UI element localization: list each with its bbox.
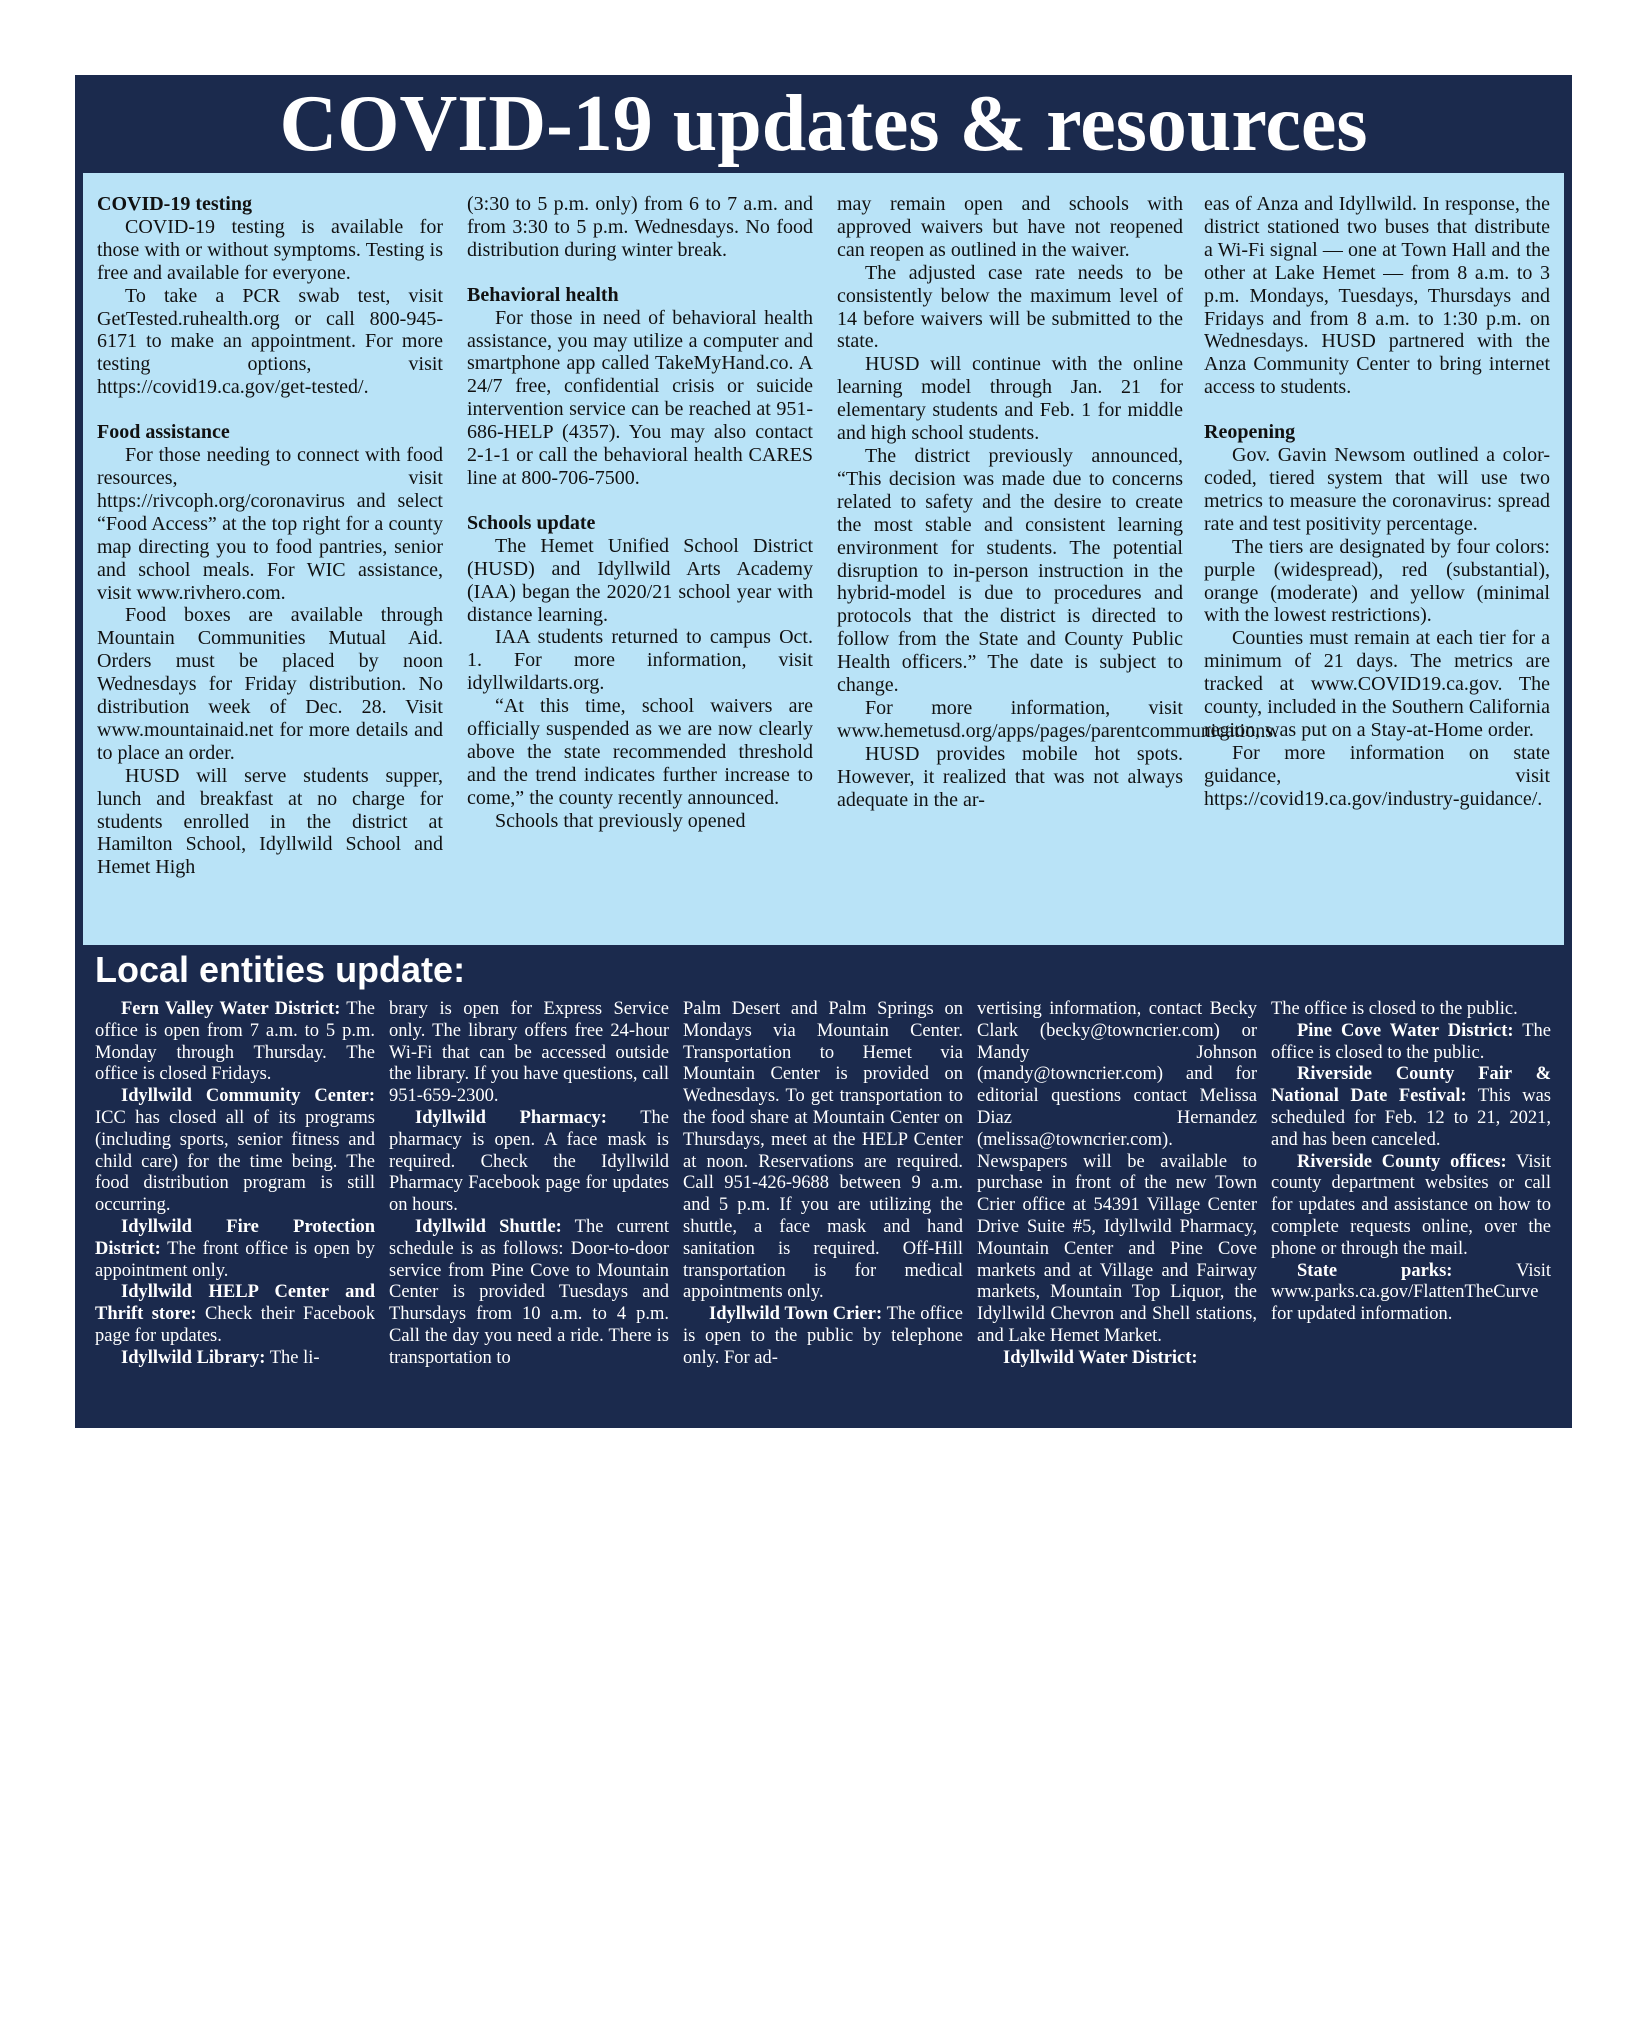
article-paragraph: HUSD provides mobile hot spots. However, it realized that was not always adequate in the ar- bbox=[837, 742, 1183, 811]
entity-name: Idyllwild Library: bbox=[121, 1347, 266, 1368]
article-paragraph: “At this time, school waivers are officially suspended as we are now clearly above the state recommended threshold and the trend indicates further increase to come,” the county recently announced. bbox=[467, 695, 813, 809]
local-column-2 bbox=[389, 999, 669, 1370]
entity-name: Pine Cove Water District: bbox=[1297, 1020, 1514, 1041]
covid-column-2 bbox=[467, 193, 813, 833]
entity-name: Riverside County Fair & National Date Festival: bbox=[1271, 1064, 1551, 1107]
entity-text: The front office is open by appointment only. bbox=[95, 1238, 375, 1281]
entity-name: Idyllwild HELP Center and Thrift store: bbox=[95, 1282, 375, 1325]
section-heading: Behavioral health bbox=[467, 283, 619, 306]
covid-column-1 bbox=[97, 193, 443, 879]
local-entities-heading: Local entities update: bbox=[95, 949, 466, 990]
article-paragraph: For those needing to connect with food resources, visit https://rivcoph.org/coronavirus and select “Food Access” at the top right for a county map directing you to food pantries, senior and school meals. For WIC assistance, visit www.rivhero.com. bbox=[97, 444, 443, 604]
entity-text: The office is open from 7 a.m. to 5 p.m. Monday through Thursday. The office is closed Fridays. bbox=[95, 999, 375, 1085]
entity-entry bbox=[95, 1086, 375, 1217]
entity-entry bbox=[1271, 1261, 1551, 1326]
article-paragraph: The tiers are designated by four colors: purple (widespread), red (substantial), orange (moderate) and yellow (minimal with the lowest restrictions). bbox=[1204, 535, 1550, 627]
article-paragraph: may remain open and schools with approved waivers but have not reopened can reopen as outlined in the waiver. bbox=[837, 193, 1183, 261]
entity-name: Idyllwild Town Crier: bbox=[709, 1304, 883, 1325]
entity-name: Riverside County offices: bbox=[1297, 1151, 1507, 1172]
entity-entry bbox=[977, 1348, 1257, 1370]
entity-entry bbox=[95, 999, 375, 1086]
entity-name: Idyllwild Water District: bbox=[1003, 1347, 1198, 1368]
entity-name: Idyllwild Shuttle: bbox=[415, 1216, 562, 1237]
article-paragraph: Counties must remain at each tier for a minimum of 21 days. The metrics are tracked at www.COVID19.ca.gov. The county, included in the Southern California region, was put on a Stay-at-Home order. bbox=[1204, 627, 1550, 741]
entity-text: The office is closed to the public. bbox=[1271, 1020, 1551, 1063]
entity-text: brary is open for Express Service only. The library offers free 24-hour Wi-Fi that can be accessed outside the library. If you have questions, call 951-659-2300. bbox=[389, 999, 669, 1107]
entity-text: This was scheduled for Feb. 12 to 21, 2021, and has been canceled. bbox=[1271, 1086, 1551, 1150]
entity-entry bbox=[1271, 1152, 1551, 1261]
article-paragraph: For those in need of behavioral health assistance, you may utilize a computer and smartphone app called TakeMyHand.co. A 24/7 free, confidential crisis or suicide intervention service can be reached at 951-686-HELP (4357). You may also contact 2-1-1 or call the behavioral health CARES line at 800-706-7500. bbox=[467, 306, 813, 489]
entity-entry bbox=[683, 1304, 963, 1369]
section-heading: Reopening bbox=[1204, 421, 1296, 444]
article-paragraph: IAA students returned to campus Oct. 1. For more information, visit idyllwildarts.org. bbox=[467, 626, 813, 695]
local-column-1 bbox=[95, 999, 375, 1370]
entity-entry bbox=[1271, 999, 1551, 1021]
entity-text: The current schedule is as follows: Door-to-door service from Pine Cove to Mountain Center is provided Tuesdays and Thursdays from 10 a.m. to 4 p.m. Call the day you need a ride. There is transportation to bbox=[389, 1216, 669, 1368]
entity-entry bbox=[683, 999, 963, 1304]
section-heading: COVID-19 testing bbox=[97, 193, 252, 215]
entity-entry bbox=[95, 1282, 375, 1347]
section-heading: Food assistance bbox=[97, 421, 230, 444]
entity-text: Palm Desert and Palm Springs on Mondays via Mountain Center. Transportation to Hemet via Mountain Center is provided on Wednesdays. To get transportation to the food share at Mountain Center on Thursdays, meet at the HELP Center at noon. Reservations are required. Call 951-426-9688 between 9 a.m. and 5 p.m. If you are utilizing the shuttle, a face mask and hand sanitation is required. Off-Hill transportation is for medical appointments only. bbox=[683, 999, 963, 1303]
covid-updates-panel bbox=[75, 75, 1572, 1428]
entity-name: Idyllwild Community Center: bbox=[121, 1086, 375, 1107]
entity-name: State parks: bbox=[1297, 1260, 1453, 1281]
entity-name: Fern Valley Water District: bbox=[121, 999, 341, 1019]
entity-entry bbox=[389, 1108, 669, 1217]
entity-entry bbox=[95, 1217, 375, 1282]
entity-entry bbox=[389, 999, 669, 1108]
article-paragraph: Gov. Gavin Newsom outlined a color-coded, tiered system that will use two metrics to measure the coronavirus: spread rate and test positivity percentage. bbox=[1204, 444, 1550, 535]
entity-entry bbox=[389, 1217, 669, 1370]
local-column-4 bbox=[977, 999, 1257, 1370]
covid-resources-box bbox=[83, 173, 1564, 945]
page-title: COVID-19 updates & resources bbox=[279, 80, 1368, 168]
entity-entry bbox=[977, 999, 1257, 1348]
entity-text: Check their Facebook page for updates. bbox=[95, 1304, 375, 1346]
local-column-3 bbox=[683, 999, 963, 1370]
entity-text: Visit www.parks.ca.gov/FlattenTheCurve for updated information. bbox=[1271, 1260, 1551, 1325]
entity-text: Visit county department websites or call for updates and assistance on how to complete requests online, over the phone or through the mail. bbox=[1271, 1151, 1551, 1259]
article-paragraph: COVID-19 testing is available for those with or without symptoms. Testing is free and available for everyone. bbox=[97, 215, 443, 284]
article-paragraph: Food boxes are available through Mountain Communities Mutual Aid. Orders must be placed by noon Wednesdays for Friday distribution. No distribution week of Dec. 28. Visit www.mountainaid.net for more details and to place an order. bbox=[97, 604, 443, 764]
article-paragraph: The Hemet Unified School District (HUSD) and Idyllwild Arts Academy (IAA) began the 2020/21 school year with distance learning. bbox=[467, 534, 813, 626]
entity-name: Idyllwild Pharmacy: bbox=[415, 1107, 607, 1128]
entity-text: The office is closed to the public. bbox=[1271, 999, 1518, 1019]
article-paragraph: eas of Anza and Idyllwild. In response, the district stationed two buses that distribute a Wi-Fi signal — one at Town Hall and the other at Lake Hemet — from 8 a.m. to 3 p.m. Mondays, Tuesdays, Thursdays and Fridays and from 8 a.m. to 1:30 p.m. on Wednesdays. HUSD partnered with the Anza Community Center to bring internet access to students. bbox=[1204, 193, 1550, 399]
article-paragraph: To take a PCR swab test, visit GetTested.ruhealth.org or call 800-945-6171 to make an appointment. For more testing options, visit https://covid19.ca.gov/get-tested/. bbox=[97, 284, 443, 399]
entity-entry bbox=[95, 1348, 375, 1370]
article-paragraph: For more information on state guidance, visit https://covid19.ca.gov/industry-guidance/. bbox=[1204, 741, 1550, 810]
article-paragraph: The adjusted case rate needs to be consistently below the maximum level of 14 before waivers will be submitted to the state. bbox=[837, 261, 1183, 353]
entity-text: vertising information, contact Becky Clark (becky@towncrier.com) or Mandy Johnson (mandy@towncrier.com) and for editorial questions contact Melissa Diaz Hernandez (melissa@towncrier.com). Newspapers will be available to purchase in front of the new Town Crier office at 54391 Village Center Drive Suite #5, Idyllwild Pharmacy, Mountain Center and Pine Cove markets and at Village and Fairway markets, Mountain Top Liquor, the Idyllwild Chevron and Shell stations, and Lake Hemet Market. bbox=[977, 999, 1257, 1346]
article-paragraph: (3:30 to 5 p.m. only) from 6 to 7 a.m. and from 3:30 to 5 p.m. Wednesdays. No food distribution during winter break. bbox=[467, 193, 813, 261]
local-column-5 bbox=[1271, 999, 1551, 1326]
entity-text: The li- bbox=[265, 1347, 320, 1368]
entity-entry bbox=[1271, 1021, 1551, 1065]
covid-column-4 bbox=[1204, 193, 1550, 811]
section-heading: Schools update bbox=[467, 511, 596, 534]
article-paragraph: The district previously announced, “This decision was made due to concerns related to safety and the desire to create the most stable and consistent learning environment for students. The potential disruption to in-person instruction in the hybrid-model is due to procedures and protocols that the district is directed to follow from the State and County Public Health officers.” The date is subject to change. bbox=[837, 444, 1183, 697]
article-paragraph: For more information, visit www.hemetusd.org/apps/pages/parentcommunications. bbox=[837, 696, 1279, 742]
entity-text: ICC has closed all of its programs (including sports, senior fitness and child care) for the time being. The food distribution program is still occurring. bbox=[95, 1107, 375, 1216]
entity-text: The office is open to the public by telephone only. For ad- bbox=[683, 1304, 963, 1368]
entity-entry bbox=[1271, 1064, 1551, 1151]
entity-text: The pharmacy is open. A face mask is required. Check the Idyllwild Pharmacy Facebook page for updates on hours. bbox=[389, 1107, 669, 1216]
article-paragraph: HUSD will serve students supper, lunch and breakfast at no charge for students enrolled in the district at Hamilton School, Idyllwild School and Hemet High bbox=[97, 764, 443, 879]
entity-name: Idyllwild Fire Protection District: bbox=[95, 1216, 375, 1259]
article-paragraph: HUSD will continue with the online learning model through Jan. 21 for elementary students and Feb. 1 for middle and high school students. bbox=[837, 353, 1183, 445]
article-paragraph: Schools that previously opened bbox=[495, 809, 746, 832]
